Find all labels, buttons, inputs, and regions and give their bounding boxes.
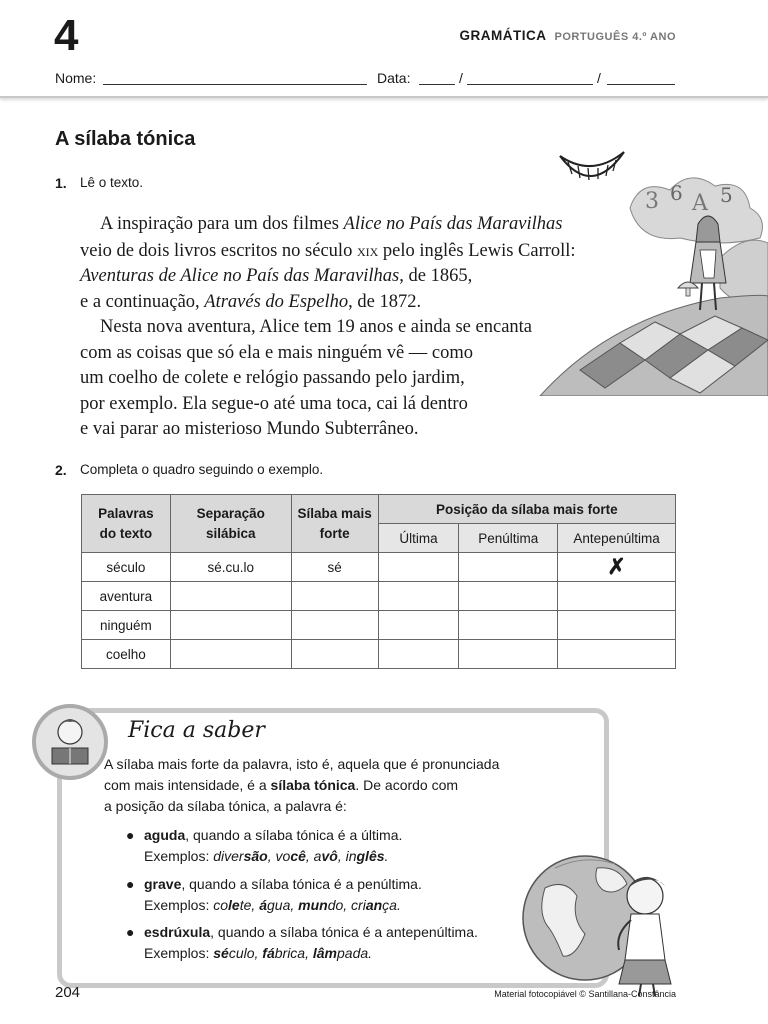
cell-penultimate[interactable] [459, 611, 558, 640]
story-line: veio de dois livros escritos no século xix pelo inglês Lewis Carroll: [80, 240, 576, 261]
cell-strong-syllable[interactable] [291, 611, 378, 640]
cell-antepenultimate[interactable] [558, 553, 676, 582]
cell-last[interactable] [378, 640, 459, 669]
column-header-separation: Separação silábica [170, 495, 291, 553]
name-label: Nome: [55, 70, 97, 86]
subject-label [459, 28, 676, 43]
bullet-icon: ● [126, 827, 135, 843]
cell-word: século [82, 553, 171, 582]
cell-penultimate[interactable] [459, 553, 558, 582]
cell-antepenultimate[interactable] [558, 582, 676, 611]
cell-strong-syllable[interactable] [291, 640, 378, 669]
story-line: A inspiração para um dos filmes Alice no País das Maravilhas [100, 214, 563, 234]
student-reading-icon [30, 702, 110, 782]
cell-last[interactable] [378, 611, 459, 640]
cell-penultimate[interactable] [459, 640, 558, 669]
date-slash: / [597, 70, 601, 86]
info-box-intro: A sílaba mais forte da palavra, isto é, aquela que é pronunciada com mais intensidade, é a sílaba tónica. De acordo com a posição da sílaba tónica, a palavra é: [104, 756, 500, 814]
story-line: um coelho de colete e relógio passando pelo jardim, [80, 368, 465, 388]
cell-word: ninguém [82, 611, 171, 640]
page-number: 204 [55, 984, 81, 1001]
cell-strong-syllable[interactable] [291, 582, 378, 611]
x-mark-icon: ✗ [607, 554, 626, 579]
story-line: com as coisas que só ela e mais ninguém vê — como [80, 342, 474, 363]
column-header-last: Última [378, 524, 459, 553]
column-header-words: Palavras do texto [82, 495, 171, 553]
cell-word: coelho [82, 640, 171, 669]
bullet-icon: ● [126, 924, 135, 940]
question-2-text: Completa o quadro seguindo o exemplo. [80, 462, 324, 477]
cell-separation[interactable] [170, 611, 291, 640]
date-month-field[interactable] [467, 70, 593, 85]
column-header-position: Posição da sílaba mais forte [378, 495, 675, 524]
svg-text:6: 6 [670, 181, 683, 205]
story-line: Aventuras de Alice no País das Maravilhas, de 1865, [80, 266, 473, 286]
date-label: Data: [377, 70, 411, 86]
cell-separation[interactable] [170, 582, 291, 611]
cell-last[interactable] [378, 582, 459, 611]
name-field[interactable] [103, 70, 367, 85]
question-2-number: 2. [55, 462, 67, 478]
cell-penultimate[interactable] [459, 582, 558, 611]
story-line: e vai parar ao misterioso Mundo Subterrâneo. [80, 419, 419, 439]
date-day-field[interactable] [419, 70, 455, 85]
cell-last[interactable] [378, 553, 459, 582]
cell-word: aventura [82, 582, 171, 611]
question-1-number: 1. [55, 175, 67, 191]
story-line: por exemplo. Ela segue-o até uma toca, cai lá dentro [80, 393, 468, 414]
page-title: A sílaba tónica [55, 128, 196, 150]
unit-number: 4 [54, 11, 79, 60]
svg-text:A: A [692, 191, 708, 216]
date-year-field[interactable] [607, 70, 675, 85]
table-row [82, 582, 676, 611]
syllable-table [81, 494, 676, 669]
info-box-title: Fica a saber [128, 718, 265, 743]
cell-separation[interactable] [170, 640, 291, 669]
table-row [82, 553, 676, 582]
svg-text:3: 3 [645, 189, 659, 214]
date-slash: / [459, 70, 463, 86]
table-row [82, 640, 676, 669]
table-row [82, 611, 676, 640]
cell-antepenultimate[interactable] [558, 611, 676, 640]
grade-level: PORTUGUÊS 4.º ANO [554, 31, 676, 43]
cell-antepenultimate[interactable] [558, 640, 676, 669]
subject-title: GRAMÁTICA [459, 28, 547, 43]
svg-text:5: 5 [720, 183, 733, 207]
page-header [0, 0, 768, 98]
cell-separation: sé.cu.lo [170, 553, 291, 582]
column-header-antepenultimate: Antepenúltima [558, 524, 676, 553]
column-header-strong-syllable: Sílaba mais forte [291, 495, 378, 553]
cell-strong-syllable: sé [291, 553, 378, 582]
story-text [80, 212, 640, 443]
story-line: e a continuação, Através do Espelho, de 1872. [80, 291, 422, 312]
bullet-icon: ● [126, 876, 135, 892]
copyright-note: Material fotocopiável © Santillana-Constância [494, 989, 676, 999]
girl-hugging-globe-illustration [515, 838, 685, 998]
story-line: Nesta nova aventura, Alice tem 19 anos e ainda se encanta [100, 317, 533, 337]
question-1-text: Lê o texto. [80, 175, 144, 190]
column-header-penultimate: Penúltima [459, 524, 558, 553]
